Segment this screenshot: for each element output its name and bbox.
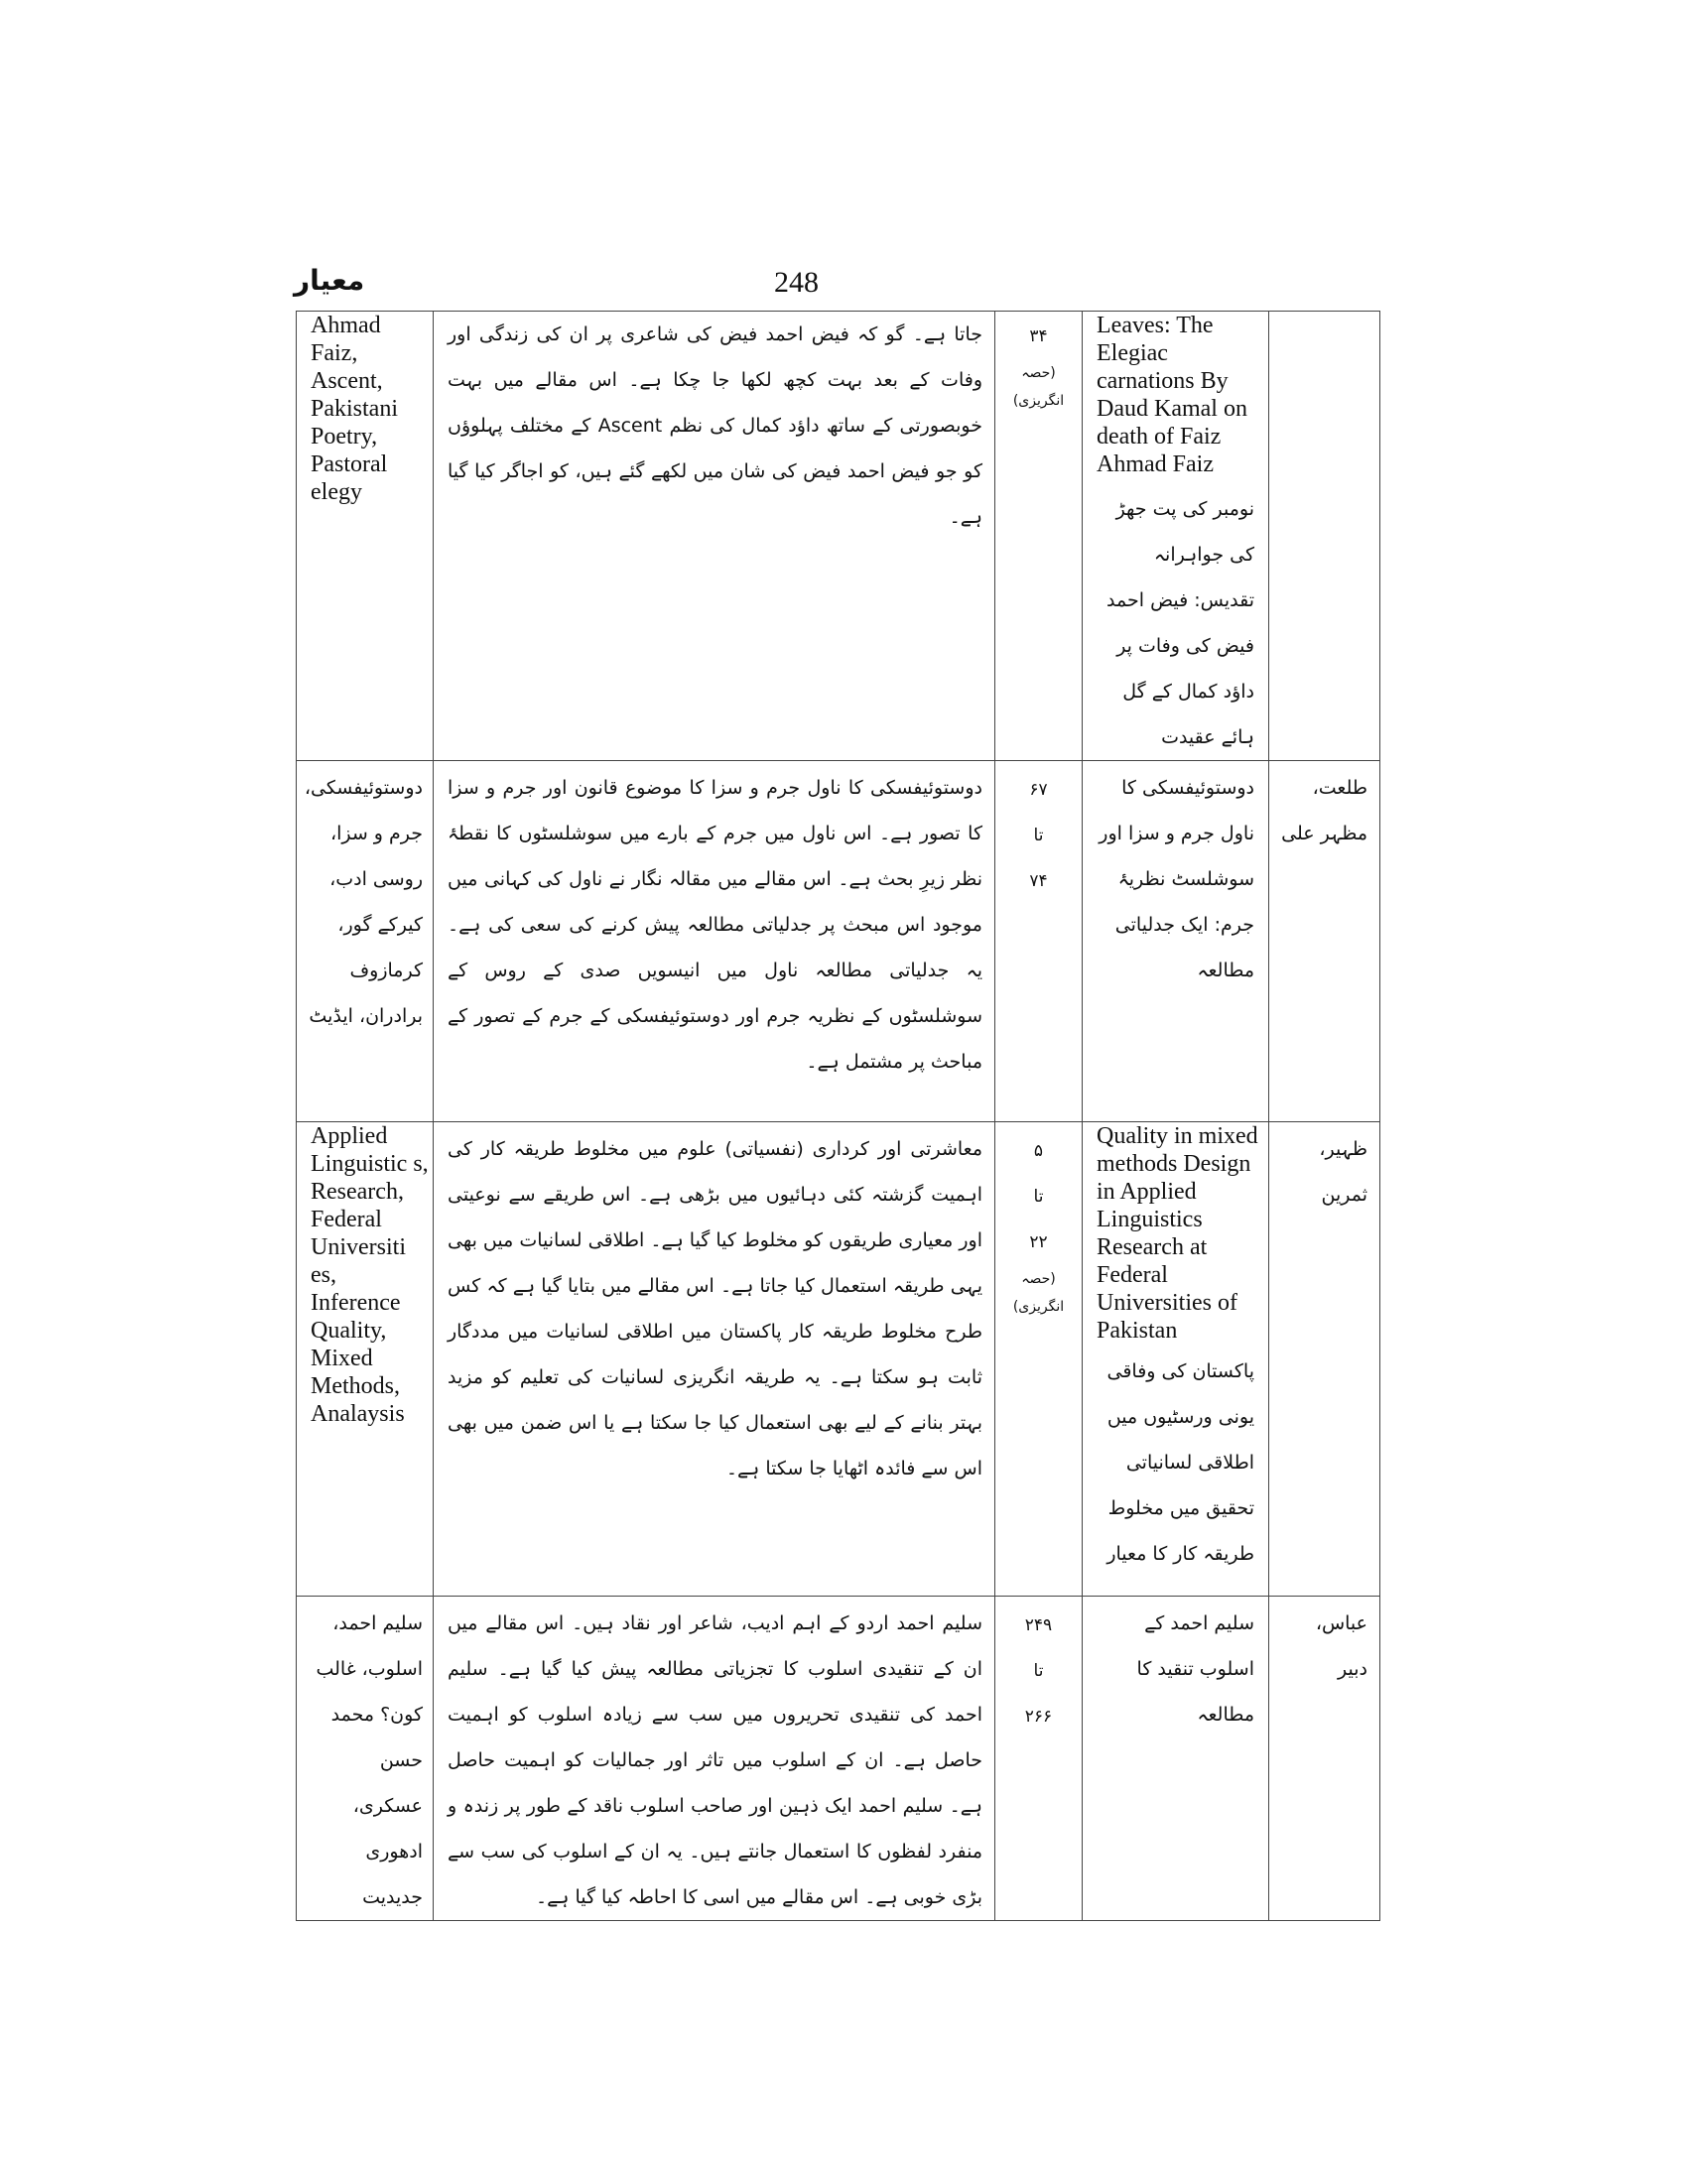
page-start: ۵ <box>1033 1141 1044 1161</box>
keywords-cell <box>297 1597 434 1921</box>
page-number: 248 <box>774 266 819 299</box>
section-note: (حصہ <box>1021 365 1056 381</box>
section-note-language: انگریزی) <box>1012 393 1065 409</box>
title-cell <box>1083 761 1269 1122</box>
section-note-language: انگریزی) <box>1012 1299 1065 1315</box>
abstract-text: معاشرتی اور کرداری (نفسیاتی) علوم میں مخلوط طریقہ کار کی اہمیت گزشتہ کئی دہائیوں میں بڑھی ہے۔ اس طریقے سے نوعیتی اور معیاری طریقوں کو مخلوط کیا گیا ہے۔ اطلاقی لسانیات میں بھی یہی طریقہ استعمال کیا جاتا ہے۔ اس مقالے میں بتایا گیا ہے کہ کس طرح مخلوط طریقہ کار پاکستان میں اطلاقی لسانیات میں مددگار ثابت ہو سکتا ہے۔ یہ طریقہ انگریزی لسانیات کی تعلیم کو مزید بہتر بنانے کے لیے بھی استعمال کیا جا سکتا ہے یا اس ضمن میں بھی اس سے فائدہ اٹھایا جا سکتا ہے۔ <box>448 1138 982 1479</box>
abstract-text: سلیم احمد اردو کے اہم ادیب، شاعر اور نقاد ہیں۔ اس مقالے میں ان کے تنقیدی اسلوب کا تجزیاتی مطالعہ پیش کیا گیا ہے۔ سلیم احمد کی تنقیدی تحریروں میں سب سے زیادہ اسلوب کو اہمیت حاصل ہے۔ ان کے اسلوب میں تاثر اور جمالیات کو اہمیت حاصل ہے۔ سلیم احمد ایک ذہین اور صاحب اسلوب ناقد کے طور پر زندہ و منفرد لفظوں کا استعمال جانتے ہیں۔ یہ ان کے اسلوب کی سب سے بڑی خوبی ہے۔ اس مقالے میں اسی کا احاطہ کیا گیا ہے۔ <box>448 1612 982 1908</box>
title-cell <box>1083 1597 1269 1921</box>
pages-cell <box>995 312 1083 761</box>
pages-range <box>995 312 1082 415</box>
title-urdu: نومبر کی پت جھڑ کی جواہرانہ تقدیس: فیض احمد فیض کی وفات پر داؤد کمال کے گل ہائے عقیدت <box>1106 498 1254 748</box>
table-row <box>297 1122 1380 1597</box>
page-end: ۷۴ <box>1029 871 1048 891</box>
page-start: ۲۴۹ <box>1024 1615 1053 1635</box>
abstract-cell <box>434 312 995 761</box>
pages-cell <box>995 761 1083 1122</box>
author-cell <box>1269 1597 1380 1921</box>
journal-name: معیار <box>294 264 365 297</box>
title-urdu: سلیم احمد کے اسلوب تنقید کا مطالعہ <box>1136 1612 1254 1726</box>
pages-range <box>995 761 1082 904</box>
page-end: ۲۶۶ <box>1024 1707 1053 1727</box>
title-cell <box>1083 1122 1269 1597</box>
page-start: ۶۷ <box>1029 780 1048 800</box>
author-cell <box>1269 1122 1380 1597</box>
keywords-text: Applied Linguistic s, Research, Federal Universiti es, Inference Quality, Mixed Methods, Analaysis <box>311 1123 429 1427</box>
page-start: ۳۴ <box>1029 326 1048 346</box>
author-name: ظہیر، ثمرین <box>1319 1138 1367 1206</box>
table-row <box>297 761 1380 1122</box>
keywords-text: سلیم احمد، اسلوب، غالب کون؟ محمد حسن عسکری، ادھوری جدیدیت <box>316 1612 423 1908</box>
table-row <box>297 312 1380 761</box>
page-range-separator: تا <box>1033 1187 1044 1207</box>
pages-cell <box>995 1122 1083 1597</box>
author-cell <box>1269 761 1380 1122</box>
author-name: عباس، دبیر <box>1315 1612 1367 1680</box>
keywords-cell <box>297 1122 434 1597</box>
pages-cell <box>995 1597 1083 1921</box>
pages-range <box>995 1597 1082 1739</box>
title-urdu: دوستوئیفسکی کا ناول جرم و سزا اور سوشلسٹ نظریۂ جرم: ایک جدلیاتی مطالعہ <box>1099 777 1254 981</box>
page-range-separator: تا <box>1033 826 1044 845</box>
article-index-table <box>296 311 1380 1921</box>
abstract-cell <box>434 761 995 1122</box>
abstract-text: جاتا ہے۔ گو کہ فیض احمد فیض کی شاعری پر ان کی زندگی اور وفات کے بعد بہت کچھ لکھا جا چکا ہے۔ اس مقالے میں بہت خوبصورتی کے ساتھ داؤد کمال کی نظم Ascent کے مختلف پہلوؤں کو جو فیض احمد فیض کی شان میں لکھے گئے ہیں، کو اجاگر کیا گیا ہے۔ <box>448 323 982 528</box>
author-name: طلعت، مظہر علی <box>1281 777 1367 844</box>
pages-range <box>995 1122 1082 1321</box>
title-urdu: پاکستان کی وفاقی یونی ورسٹیوں میں اطلاقی لسانیاتی تحقیق میں مخلوط طریقہ کار کا معیار <box>1106 1360 1254 1565</box>
title-english: Leaves: The Elegiac carnations By Daud Kamal on death of Faiz Ahmad Faiz <box>1097 313 1247 477</box>
keywords-cell <box>297 312 434 761</box>
page-end: ۲۲ <box>1029 1232 1048 1252</box>
author-cell <box>1269 312 1380 761</box>
keywords-text: دوستوئیفسکی، جرم و سزا، روسی ادب، کیرکے گور، کرمازوف برادران، ایڈیٹ <box>304 777 423 1027</box>
keywords-text: Ahmad Faiz, Ascent, Pakistani Poetry, Pastoral elegy <box>311 313 398 505</box>
abstract-cell <box>434 1597 995 1921</box>
page-range-separator: تا <box>1033 1661 1044 1681</box>
title-english: Quality in mixed methods Design in Applied Linguistics Research at Federal Universities of Pakistan <box>1097 1123 1258 1344</box>
keywords-cell <box>297 761 434 1122</box>
title-cell <box>1083 312 1269 761</box>
section-note: (حصہ <box>1021 1271 1056 1287</box>
table-row <box>297 1597 1380 1921</box>
abstract-cell <box>434 1122 995 1597</box>
abstract-text: دوستوئیفسکی کا ناول جرم و سزا کا موضوع قانون اور جرم و سزا کا تصور ہے۔ اس ناول میں جرم کے بارے میں سوشلسٹوں کا نقطۂ نظر زیرِ بحث ہے۔ اس مقالے میں مقالہ نگار نے ناول کی کہانی میں موجود اس مبحث پر جدلیاتی مطالعہ پیش کرنے کی سعی کی ہے۔ یہ جدلیاتی مطالعہ ناول میں انیسویں صدی کے روس کے سوشلسٹوں کے نظریہ جرم اور دوستوئیفسکی کے جرم کے تصور کے مباحث پر مشتمل ہے۔ <box>448 777 982 1073</box>
